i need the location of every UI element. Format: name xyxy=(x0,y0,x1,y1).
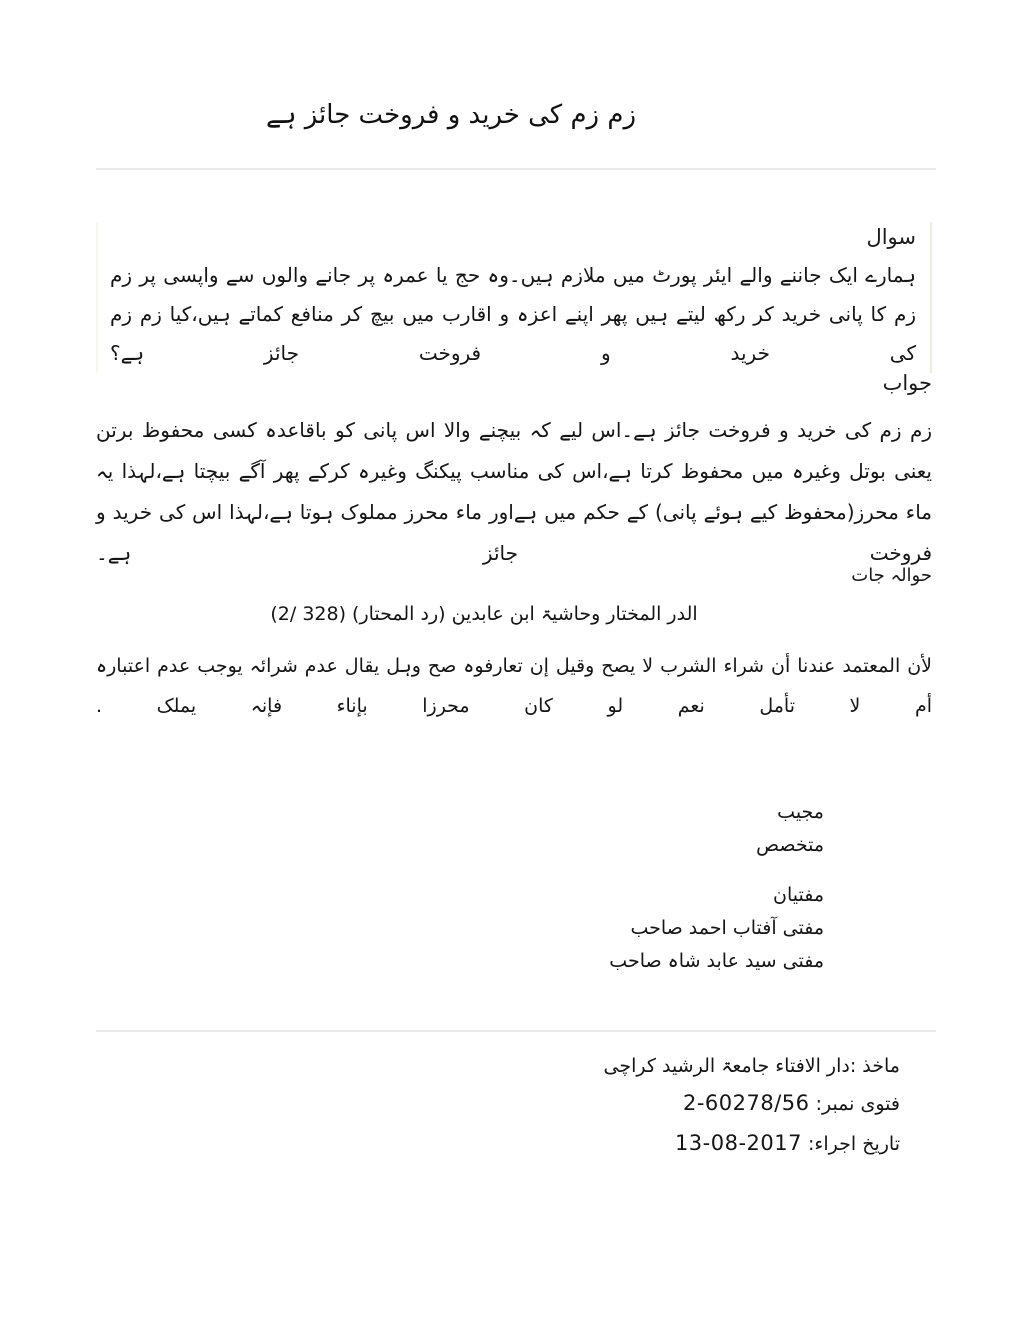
reference-quote: لأن المعتمد عندنا أن شراء الشرب لا یصح وقیل إن تعارفوہ صح وہل یقال عدم شرائہ یوجب عدم اعتبارہ أم لا تأمل نعم لو کان محرزا بإناء فإنہ یملک . xyxy=(96,655,932,718)
source-value: دار الافتاء جامعۃ الرشید کراچی xyxy=(603,1055,850,1077)
issue-date-value: 13-08-2017 xyxy=(674,1130,802,1155)
fatwa-number-row xyxy=(492,1084,900,1124)
responder-label: مجیب xyxy=(777,801,824,823)
question-text: ہمارے ایک جاننے والے ایئر پورٹ میں ملازم ہیں۔وہ حج یا عمرہ پر جانے والوں سے واپسی پر زم زم کا پانی خرید کر رکھ لیتے ہیں پھر اپنے اعزہ و اقارب میں بیچ کر منافع کماتے ہیں،کیا زم زم کی خرید و فروخت جائز ہے؟ xyxy=(110,263,916,366)
document-header xyxy=(96,96,936,158)
header-divider xyxy=(96,168,936,170)
issue-date-label: تاریخ اجراء: xyxy=(808,1132,900,1155)
specialist-label: متخصص xyxy=(756,833,824,856)
source-label: ماخذ : xyxy=(849,1055,900,1077)
mufti-name-2: مفتی سید عابد شاہ صاحب xyxy=(609,949,824,972)
fatwa-number-label: فتوی نمبر: xyxy=(815,1093,900,1116)
footer-divider xyxy=(96,1030,936,1032)
answer-text: زم زم کی خرید و فروخت جائز ہے۔اس لیے کہ بیچنے والا اس پانی کو باقاعدہ کسی محفوظ برتن یعنی بوتل وغیرہ میں محفوظ کرتا ہے،اس کی مناسب پیکنگ وغیرہ کرکے پھر آگے بیچتا ہے،لہذا یہ ماء محرز(محفوظ کیے ہوئے پانی) کے حکم میں ہےاور ماء محرز مملوک ہوتا ہے،لہذا اس کی خرید و فروخت جائز ہے۔ xyxy=(96,418,932,566)
references-heading: حوالہ جات xyxy=(851,565,932,586)
answer-section xyxy=(96,368,932,574)
muftis-label: مفتیان xyxy=(773,884,824,907)
answer-heading: جواب xyxy=(882,371,932,395)
fatwa-number-value: 2-60278/56 xyxy=(682,1091,810,1116)
reference-citation: الدر المختار وحاشیۃ ابن عابدین (رد المحتار) (328 /2) xyxy=(270,603,698,625)
signature-section xyxy=(492,796,932,977)
question-heading: سوال xyxy=(866,225,916,249)
source-row xyxy=(492,1048,900,1084)
mufti-name-1: مفتی آفتاب احمد صاحب xyxy=(630,917,824,940)
references-section xyxy=(96,562,932,727)
footer-section xyxy=(492,1048,932,1164)
page-title: زم زم کی خرید و فروخت جائز ہے xyxy=(265,100,637,130)
issue-date-row xyxy=(492,1124,900,1164)
question-section xyxy=(96,222,932,373)
